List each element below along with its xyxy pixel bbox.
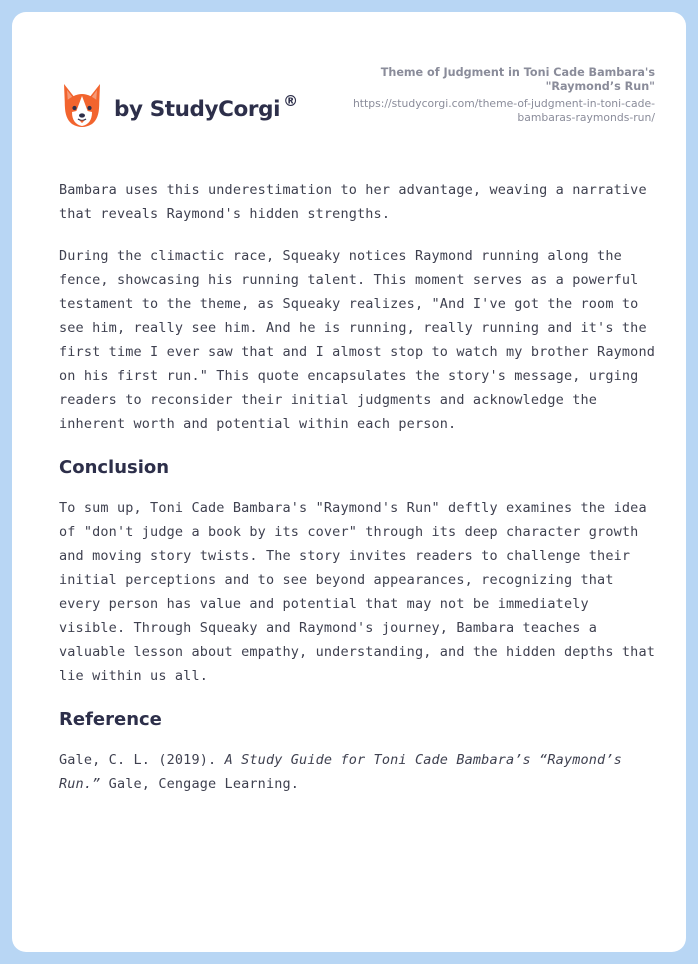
brand-name: [114, 91, 298, 122]
document-url[interactable]: https://studycorgi.com/theme-of-judgment-in-toni-cade-bambaras-raymonds-run/: [352, 97, 655, 124]
brand-name-label: by StudyCorgi: [114, 96, 281, 122]
document-title: Theme of Judgment in Toni Cade Bambara's "Raymond’s Run": [380, 66, 655, 93]
reference-title: A Study Guide for Toni Cade Bambara’s “Raymond’s Run.”: [59, 752, 622, 792]
reference-heading: Reference: [59, 709, 162, 730]
conclusion-heading: Conclusion: [59, 457, 170, 478]
document-meta: [315, 66, 655, 124]
registered-mark: ®: [283, 91, 298, 110]
reference-publisher: Gale, Cengage Learning.: [100, 776, 300, 792]
document-body: [59, 178, 655, 814]
conclusion-paragraph: To sum up, Toni Cade Bambara's "Raymond's Run" deftly examines the idea of "don't judge a book by its cover" through its deep character growth and moving story twists. The story invites readers to challenge their initial perceptions and to see beyond appearances, recognizing that every person has value and potential that may not be immediately visible. Through Squeaky and Raymond's journey, Bambara teaches a valuable lesson about empathy, understanding, and the hidden depths that lie within us all.: [59, 500, 655, 684]
body-paragraph: Bambara uses this underestimation to her advantage, weaving a narrative that reveals Raymond's hidden strengths.: [59, 182, 647, 222]
reference-entry: [59, 748, 655, 796]
body-paragraph: During the climactic race, Squeaky notices Raymond running along the fence, showcasing his running talent. This moment serves as a powerful testament to the theme, as Squeaky realizes, "And I've got the room to see him, really see him. And he is running, really running and it's the first time I ever saw that and I almost stop to watch my brother Raymond on his first run." This quote encapsulates the story's message, urging readers to reconsider their initial judgments and acknowledge the inherent worth and potential within each person.: [59, 248, 655, 432]
reference-author-year: Gale, C. L. (2019).: [59, 752, 225, 768]
studycorgi-logo[interactable]: [60, 76, 298, 136]
document-page: [12, 12, 686, 952]
corgi-logo-icon: [60, 82, 104, 130]
